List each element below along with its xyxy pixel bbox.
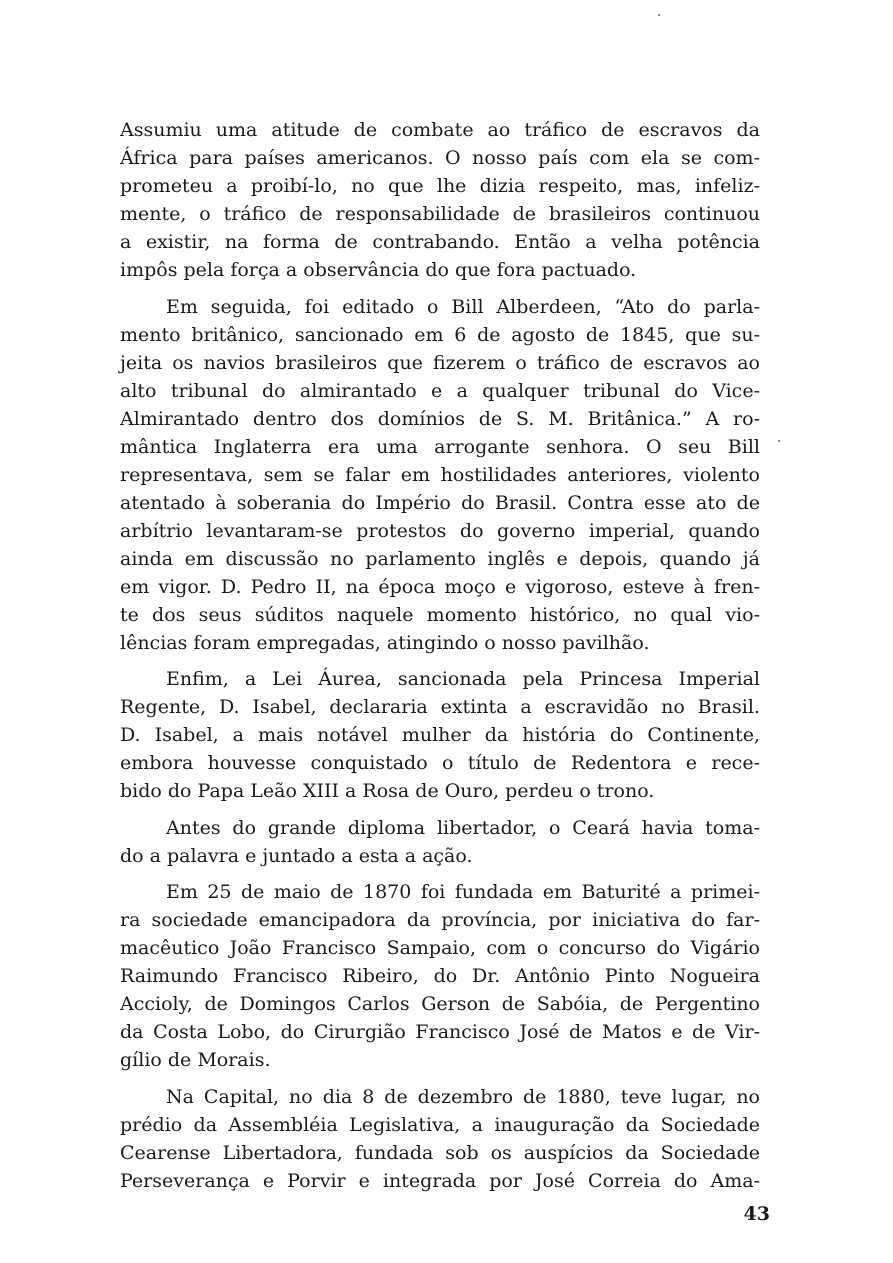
- text-line: em vigor. D. Pedro II, na época moço e vigoroso, esteve à fren-: [120, 575, 760, 598]
- text-line: embora houvesse conquistado o título de Redentora e rece-: [120, 752, 760, 775]
- text-line: jeita os navios brasileiros que fizerem o tráfico de escravos ao: [120, 351, 760, 374]
- text-line: D. Isabel, a mais notável mulher da história do Continente,: [120, 724, 760, 747]
- text-line: Em seguida, foi editado o Bill Alberdeen, “Ato do parla-: [166, 295, 760, 318]
- paragraph: [120, 665, 760, 805]
- text-line: ra sociedade emancipadora da província, por iniciativa do far-: [120, 909, 760, 932]
- text-line: bido do Papa Leão XIII a Rosa de Ouro, perdeu o trono.: [120, 780, 655, 803]
- text-line: Raimundo Francisco Ribeiro, do Dr. Antônio Pinto Nogueira: [120, 965, 760, 988]
- paragraph: [120, 814, 760, 870]
- paper-speck: [778, 440, 780, 442]
- text-line: prometeu a proibí-lo, no que lhe dizia respeito, mas, infeliz-: [120, 175, 760, 197]
- text-line: Perseverança e Porvir e integrada por José Correia do Ama-: [120, 1169, 760, 1192]
- paragraph: [120, 1083, 760, 1195]
- text-line: te dos seus súditos naquele momento histórico, no qual vio-: [120, 603, 760, 626]
- paper-speck: [658, 14, 660, 16]
- text-line: representava, sem se falar em hostilidades anteriores, violento: [120, 463, 760, 486]
- text-line: gílio de Morais.: [120, 1049, 271, 1072]
- text-line: mântica Inglaterra era uma arrogante senhora. O seu Bill: [120, 435, 760, 458]
- text-line: alto tribunal do almirantado e a qualquer tribunal do Vice-: [120, 379, 760, 402]
- text-line: lências foram empregadas, atingindo o nosso pavilhão.: [120, 631, 650, 654]
- text-line: Almirantado dentro dos domínios de S. M. Britânica.” A ro-: [120, 407, 760, 430]
- text-line: do a palavra e juntado a esta a ação.: [120, 844, 473, 867]
- text-line: Enfim, a Lei Áurea, sancionada pela Princesa Imperial: [166, 668, 760, 691]
- text-line: Assumiu uma atitude de combate ao tráfico de escravos da: [120, 119, 760, 141]
- text-line: impôs pela força a observância do que fora pactuado.: [120, 259, 637, 281]
- text-line: Accioly, de Domingos Carlos Gerson de Sabóia, de Pergentino: [120, 993, 760, 1016]
- text-line: ainda em discussão no parlamento inglês e depois, quando já: [120, 547, 760, 570]
- text-line: da Costa Lobo, do Cirurgião Francisco José de Matos e de Vir-: [120, 1021, 760, 1044]
- text-line: mente, o tráfico de responsabilidade de brasileiros continuou: [120, 203, 760, 225]
- page-number: 43: [743, 1203, 770, 1225]
- text-line: Em 25 de maio de 1870 foi fundada em Baturité a primei-: [166, 881, 760, 904]
- paragraph: [120, 878, 760, 1074]
- text-line: Regente, D. Isabel, declararia extinta a escravidão no Brasil.: [120, 696, 760, 719]
- paragraph: [120, 116, 760, 284]
- text-line: Antes do grande diploma libertador, o Ceará havia toma-: [166, 816, 760, 839]
- text-line: África para países americanos. O nosso país com ela se com-: [120, 147, 760, 169]
- body-text: [120, 116, 760, 1204]
- text-line: Na Capital, no dia 8 de dezembro de 1880, teve lugar, no: [166, 1085, 760, 1108]
- text-line: atentado à soberania do Império do Brasil. Contra esse ato de: [120, 491, 760, 514]
- text-line: mento britânico, sancionado em 6 de agosto de 1845, que su-: [120, 323, 760, 346]
- text-line: a existir, na forma de contrabando. Então a velha potência: [120, 231, 760, 253]
- paragraph: [120, 293, 760, 657]
- text-line: Cearense Libertadora, fundada sob os auspícios da Sociedade: [120, 1141, 760, 1164]
- text-line: arbítrio levantaram-se protestos do governo imperial, quando: [120, 519, 760, 542]
- text-line: macêutico João Francisco Sampaio, com o concurso do Vigário: [120, 937, 760, 960]
- text-line: prédio da Assembléia Legislativa, a inauguração da Sociedade: [120, 1113, 760, 1136]
